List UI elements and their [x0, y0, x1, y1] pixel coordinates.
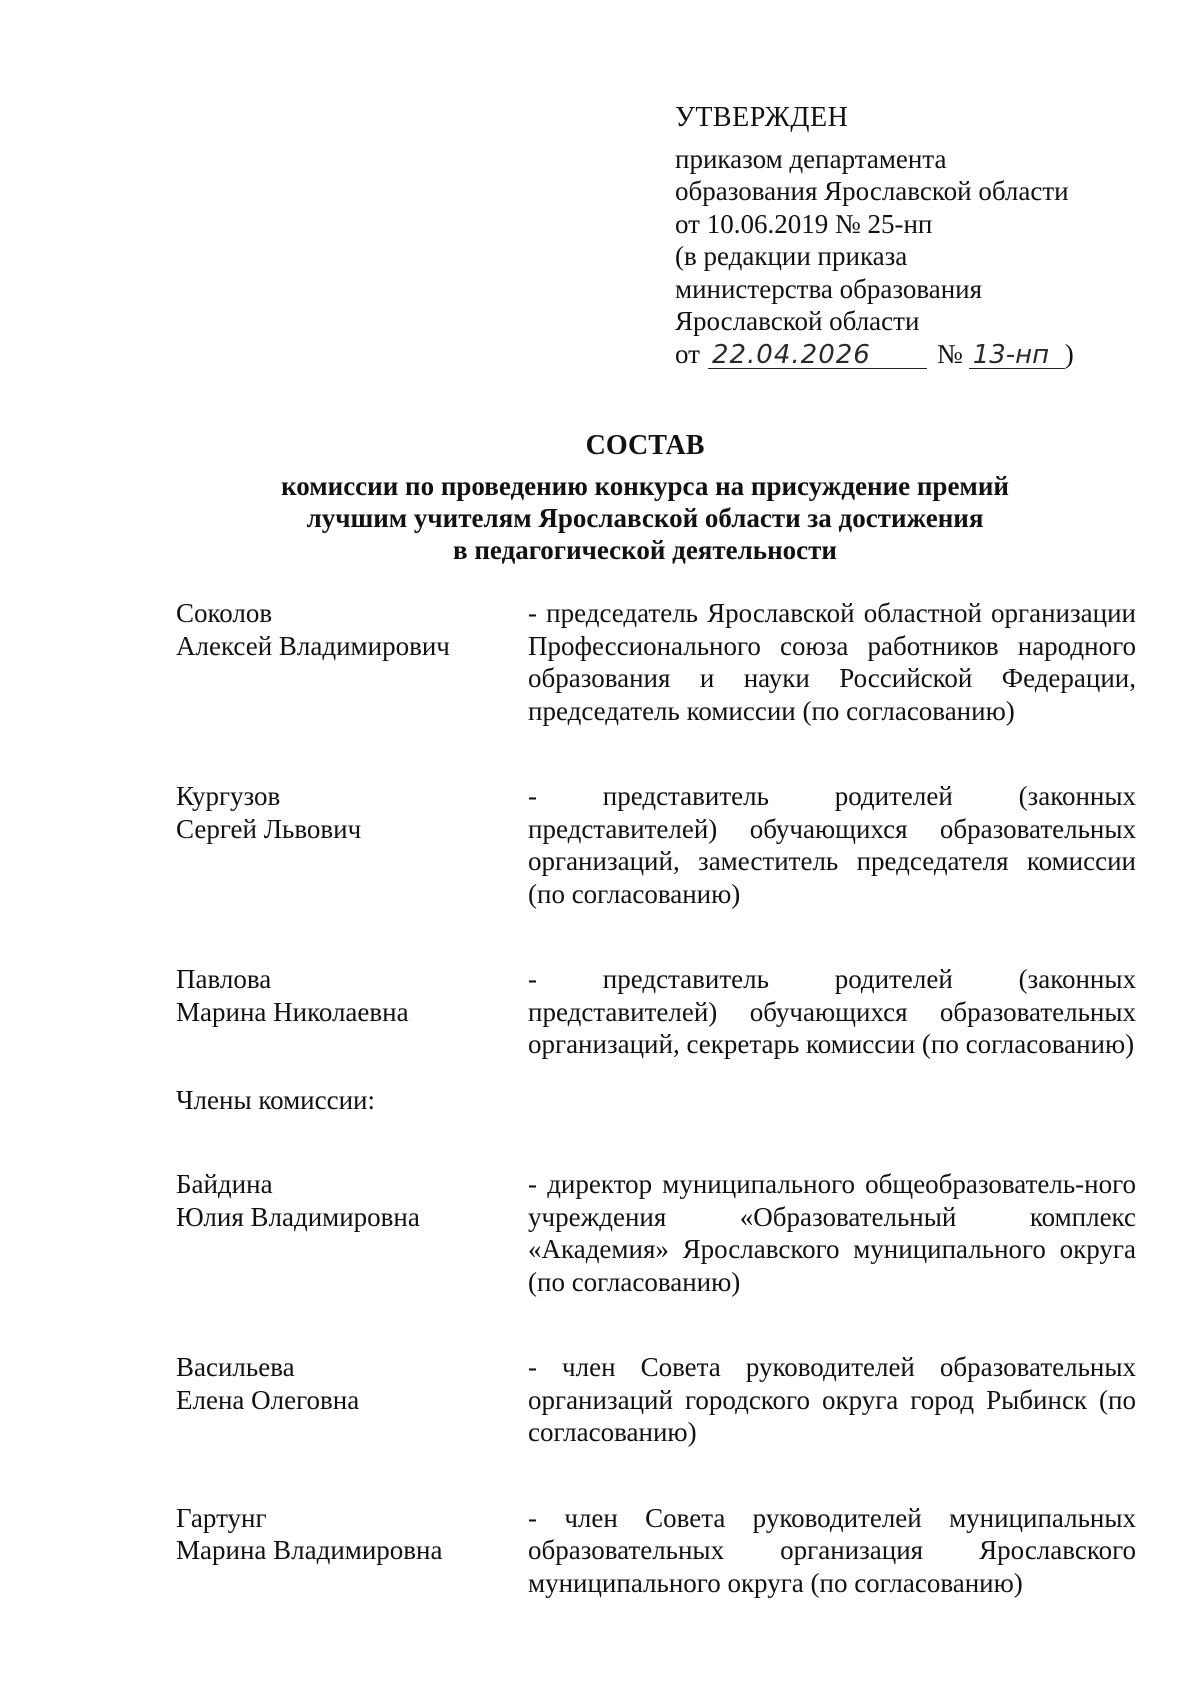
number-prefix: № [936, 338, 963, 369]
approval-line: образования Ярославской области [675, 176, 1069, 206]
member-entry [176, 780, 1136, 910]
member-name [176, 963, 528, 1061]
member-entry [176, 1351, 1136, 1449]
members-section-label: Члены комиссии: [176, 1084, 375, 1115]
approval-line: от 10.06.2019 № 25-нп [675, 208, 933, 239]
handwritten-number: 13-нп [969, 342, 1065, 369]
member-given-name: Марина Владимировна [176, 1535, 443, 1565]
member-entry [176, 597, 1136, 727]
member-role: - представитель родителей (законных представителей) обучающихся образовательных организаций, заместитель председателя комиссии (по согласованию) [528, 781, 1136, 909]
member-given-name: Сергей Львович [176, 813, 362, 844]
member-name [176, 1168, 528, 1298]
approval-line: приказом департамента [675, 143, 947, 174]
approval-line: министерства образования [675, 273, 983, 304]
member-name [176, 597, 528, 727]
approval-date-number-row [675, 338, 1145, 371]
document-subtitle-line: комиссии по проведению конкурса на присуждение премий [281, 471, 1009, 501]
member-given-name: Марина Николаевна [176, 996, 409, 1027]
member-given-name: Елена Олеговна [176, 1384, 360, 1415]
member-role: - представитель родителей (законных представителей) обучающихся образовательных организаций, секретарь комиссии (по согласованию) [528, 964, 1136, 1059]
member-surname: Байдина [176, 1169, 273, 1199]
approval-title: УТВЕРЖДЕН [675, 102, 849, 133]
document-title: СОСТАВ [585, 430, 705, 461]
member-entry [176, 963, 1136, 1061]
member-role: - директор муниципального общеобразователь-ного учреждения «Образовательный комплекс «Академия» Ярославского муниципального округа (по согласованию) [528, 1169, 1136, 1297]
date-prefix: от [675, 338, 700, 369]
member-name [176, 780, 528, 910]
member-given-name: Юлия Владимировна [176, 1201, 420, 1232]
member-entry [176, 1168, 1136, 1298]
member-name [176, 1351, 528, 1449]
member-given-name: Алексей Владимирович [176, 630, 450, 661]
commission-list [176, 597, 1136, 1652]
member-role: - председатель Ярославской областной организации Профессионального союза работников народного образования и науки Российской Федерации, председатель комиссии (по согласованию) [528, 598, 1136, 726]
member-surname: Кургузов [176, 781, 281, 811]
approval-stamp-block [675, 102, 1145, 370]
approval-line: Ярославской области [675, 306, 920, 336]
member-role: - член Совета руководителей образовательных организаций городского округа город Рыбинск (по согласованию) [528, 1352, 1136, 1447]
document-heading [0, 430, 1200, 566]
document-subtitle-line: в педагогической деятельности [453, 535, 837, 565]
member-name [176, 1502, 528, 1600]
member-surname: Васильева [176, 1352, 295, 1382]
member-surname: Соколов [176, 598, 273, 628]
member-surname: Гартунг [176, 1502, 267, 1533]
closing-paren: ) [1064, 338, 1074, 369]
handwritten-date: 22.04.2026 [708, 342, 927, 369]
document-subtitle-line: лучшим учителям Ярославской области за достижения [306, 503, 984, 533]
member-entry [176, 1502, 1136, 1600]
member-role: - член Совета руководителей муниципальных образовательных организация Ярославского муниципального округа (по согласованию) [528, 1502, 1136, 1598]
member-surname: Павлова [176, 964, 272, 994]
approval-line: (в редакции приказа [675, 241, 908, 271]
